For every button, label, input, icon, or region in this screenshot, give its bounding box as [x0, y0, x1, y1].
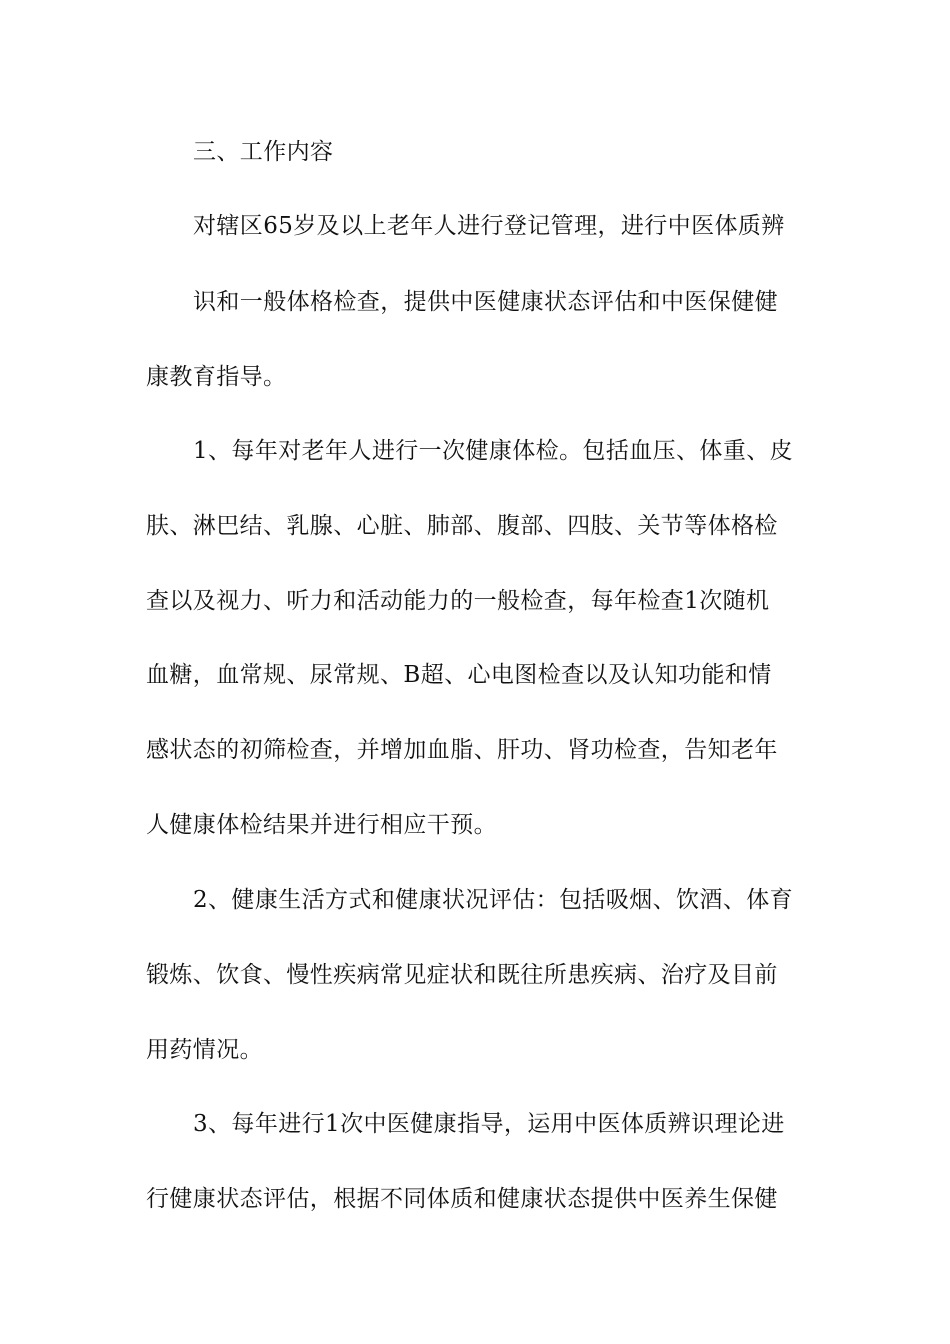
paragraph-line: 识和一般体格检查，提供中医健康状态评估和中医保健健: [193, 289, 778, 315]
paragraph-line: 锻炼、饮食、慢性疾病常见症状和既往所患疾病、治疗及目前: [146, 962, 778, 988]
paragraph-line: 康教育指导。: [146, 364, 287, 390]
paragraph-line: 感状态的初筛检查，并增加血脂、肝功、肾功检查，告知老年: [146, 737, 778, 763]
paragraph-line: 1、每年对老年人进行一次健康体检。包括血压、体重、皮: [193, 438, 794, 464]
paragraph-line: 行健康状态评估，根据不同体质和健康状态提供中医养生保健: [146, 1186, 778, 1212]
paragraph-line: 血糖，血常规、尿常规、B超、心电图检查以及认知功能和情: [146, 662, 772, 688]
paragraph-line: 人健康体检结果并进行相应干预。: [146, 812, 497, 838]
paragraph-line: 2、健康生活方式和健康状况评估：包括吸烟、饮酒、体育: [193, 887, 794, 913]
paragraph-line: 对辖区65岁及以上老年人进行登记管理，进行中医体质辨: [193, 213, 785, 239]
paragraph-line: 肤、淋巴结、乳腺、心脏、肺部、腹部、四肢、关节等体格检: [146, 513, 778, 539]
paragraph-line: 用药情况。: [146, 1037, 263, 1063]
section-heading: 三、工作内容: [193, 139, 334, 165]
paragraph-line: 查以及视力、听力和活动能力的一般检查，每年检查1次随机: [146, 588, 770, 614]
paragraph-line: 3、每年进行1次中医健康指导，运用中医体质辨识理论进: [193, 1111, 785, 1137]
